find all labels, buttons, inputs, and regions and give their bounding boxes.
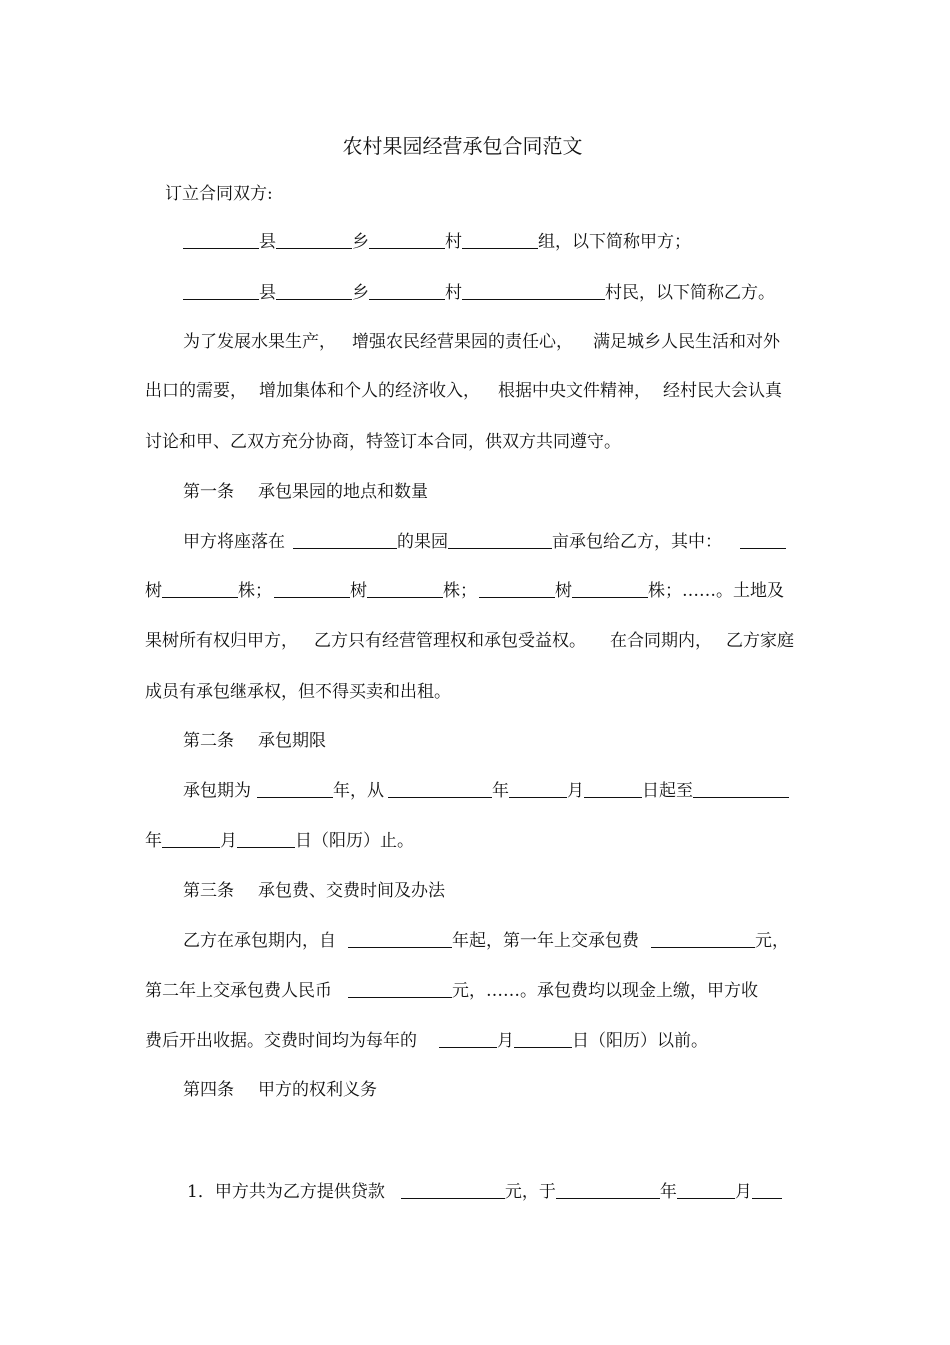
document-title: 农村果园经营承包合同范文: [342, 134, 583, 158]
blank-field[interactable]: [162, 830, 220, 848]
blank-field[interactable]: [556, 1181, 660, 1199]
blank-field[interactable]: [462, 231, 538, 249]
blank-field[interactable]: [401, 1181, 505, 1199]
blank-field[interactable]: [752, 1181, 782, 1199]
blank-field[interactable]: [162, 580, 238, 598]
blank-field[interactable]: [693, 780, 789, 798]
blank-field[interactable]: [237, 830, 295, 848]
article-1-line-3: 果树所有权归甲方， 乙方只有经营管理权和承包受益权。 在合同期内， 乙方家庭: [145, 631, 794, 651]
party-b-line: 县 乡 村 村民，以下简称乙方。: [183, 282, 848, 304]
blank-field[interactable]: [439, 1030, 497, 1048]
blank-field[interactable]: [276, 282, 352, 300]
article-3-heading: 第三条 承包费、交费时间及办法: [183, 881, 445, 901]
blank-field[interactable]: [348, 980, 452, 998]
blank-field[interactable]: [740, 531, 786, 549]
intro-line-1: 为了发展水果生产， 增强农民经营果园的责任心， 满足城乡人民生活和对外: [183, 332, 780, 352]
blank-field[interactable]: [274, 580, 350, 598]
blank-field[interactable]: [584, 780, 642, 798]
article-3-line-2: 第二年上交承包费人民币 元，……。承包费均以现金上缴，甲方收: [145, 981, 758, 1001]
party-a-line: 县 乡 村 组，以下简称甲方；: [183, 231, 848, 253]
article-2-line-2: 年 月 日（阳历）止。: [145, 831, 414, 851]
blank-field[interactable]: [293, 531, 397, 549]
blank-field[interactable]: [572, 580, 648, 598]
article-3-line-1: 乙方在承包期内，自 年起，第一年上交承包费 元，: [183, 931, 789, 951]
article-3-line-3: 费后开出收据。交费时间均为每年的 月 日（阳历）以前。: [145, 1031, 708, 1051]
article-1-line-4: 成员有承包继承权，但不得买卖和出租。: [145, 682, 451, 702]
blank-field[interactable]: [388, 780, 492, 798]
blank-field[interactable]: [514, 1030, 572, 1048]
blank-field[interactable]: [257, 780, 333, 798]
blank-field[interactable]: [479, 580, 555, 598]
parties-label: 订立合同双方:: [165, 184, 273, 204]
article-4-heading: 第四条 甲方的权利义务: [183, 1080, 377, 1100]
intro-line-2: 出口的需要， 增加集体和个人的经济收入， 根据中央文件精神， 经村民大会认真: [145, 381, 782, 401]
article-2-heading: 第二条 承包期限: [183, 731, 326, 751]
article-1-line-1: 甲方将座落在 的果园 亩承包给乙方，其中：: [183, 531, 848, 553]
item-1-line: 1．甲方共为乙方提供贷款 元，于 年 月: [187, 1181, 852, 1203]
blank-field[interactable]: [348, 930, 452, 948]
blank-field[interactable]: [651, 930, 755, 948]
blank-field[interactable]: [448, 531, 552, 549]
blank-field[interactable]: [509, 780, 567, 798]
blank-field[interactable]: [369, 231, 445, 249]
blank-field[interactable]: [276, 231, 352, 249]
article-2-line-1: 承包期为 年，从 年 月 日起至: [183, 780, 848, 802]
blank-field[interactable]: [677, 1181, 735, 1199]
blank-field[interactable]: [369, 282, 445, 300]
blank-field[interactable]: [462, 282, 605, 300]
article-1-line-2: 树 株； 树 株； 树 株；……。土地及: [145, 581, 784, 601]
blank-field[interactable]: [183, 231, 259, 249]
blank-field[interactable]: [183, 282, 259, 300]
article-1-heading: 第一条 承包果园的地点和数量: [183, 482, 428, 502]
intro-line-3: 讨论和甲、乙双方充分协商，特签订本合同，供双方共同遵守。: [145, 432, 621, 452]
blank-field[interactable]: [367, 580, 443, 598]
